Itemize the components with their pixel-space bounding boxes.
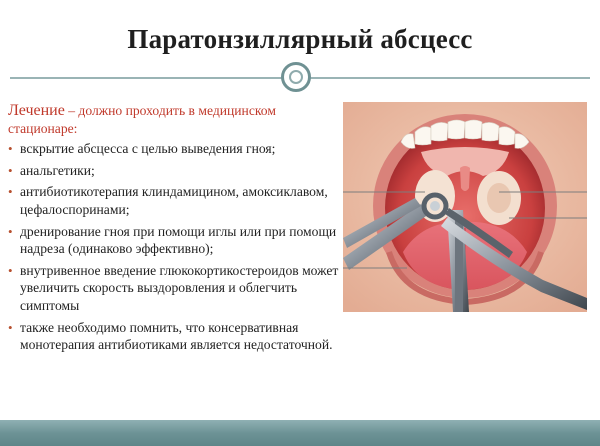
heading-rest: – должно проходить в медицинском	[64, 103, 276, 118]
list-item	[8, 262, 353, 315]
bullet-icon: •	[8, 262, 13, 278]
open-mouth-illustration	[343, 102, 587, 312]
list-item-text: дренирование гноя при помощи иглы или при помощи надреза (одинаково эффективно);	[20, 223, 337, 257]
list-item	[8, 140, 353, 158]
list-item-text: также необходимо помнить, что консервативная монотерапия антибиотиками является недостаточной.	[20, 319, 333, 353]
list-item	[8, 223, 353, 258]
treatment-list	[8, 140, 353, 354]
treatment-heading	[8, 102, 353, 120]
list-item-text: вскрытие абсцесса с целью выведения гноя;	[20, 141, 276, 157]
list-item-text: антибиотикотерапия клиндамицином, амоксиклавом, цефалоспоринами;	[20, 184, 328, 217]
bullet-icon: •	[8, 223, 13, 239]
heading-continuation: стационаре:	[8, 120, 78, 136]
content-text	[8, 102, 353, 358]
ring-ornament-icon	[281, 62, 311, 92]
heading-word: Лечение	[8, 102, 65, 119]
list-item	[8, 183, 353, 218]
list-item-text: внутривенное введение глюкокортикостероидов может увеличить скорость выздоровления и облегчить симптомы	[20, 262, 339, 313]
bullet-icon: •	[8, 141, 13, 157]
list-item	[8, 319, 353, 354]
bullet-icon: •	[8, 319, 13, 335]
uvula	[460, 166, 470, 191]
bottom-bar	[0, 420, 600, 446]
ring-inner	[289, 70, 303, 84]
bullet-icon: •	[8, 162, 13, 178]
slide-title: Паратонзиллярный абсцесс	[127, 24, 473, 54]
list-item-text: анальгетики;	[20, 162, 95, 178]
list-item	[8, 162, 353, 180]
bullet-icon: •	[8, 184, 13, 200]
